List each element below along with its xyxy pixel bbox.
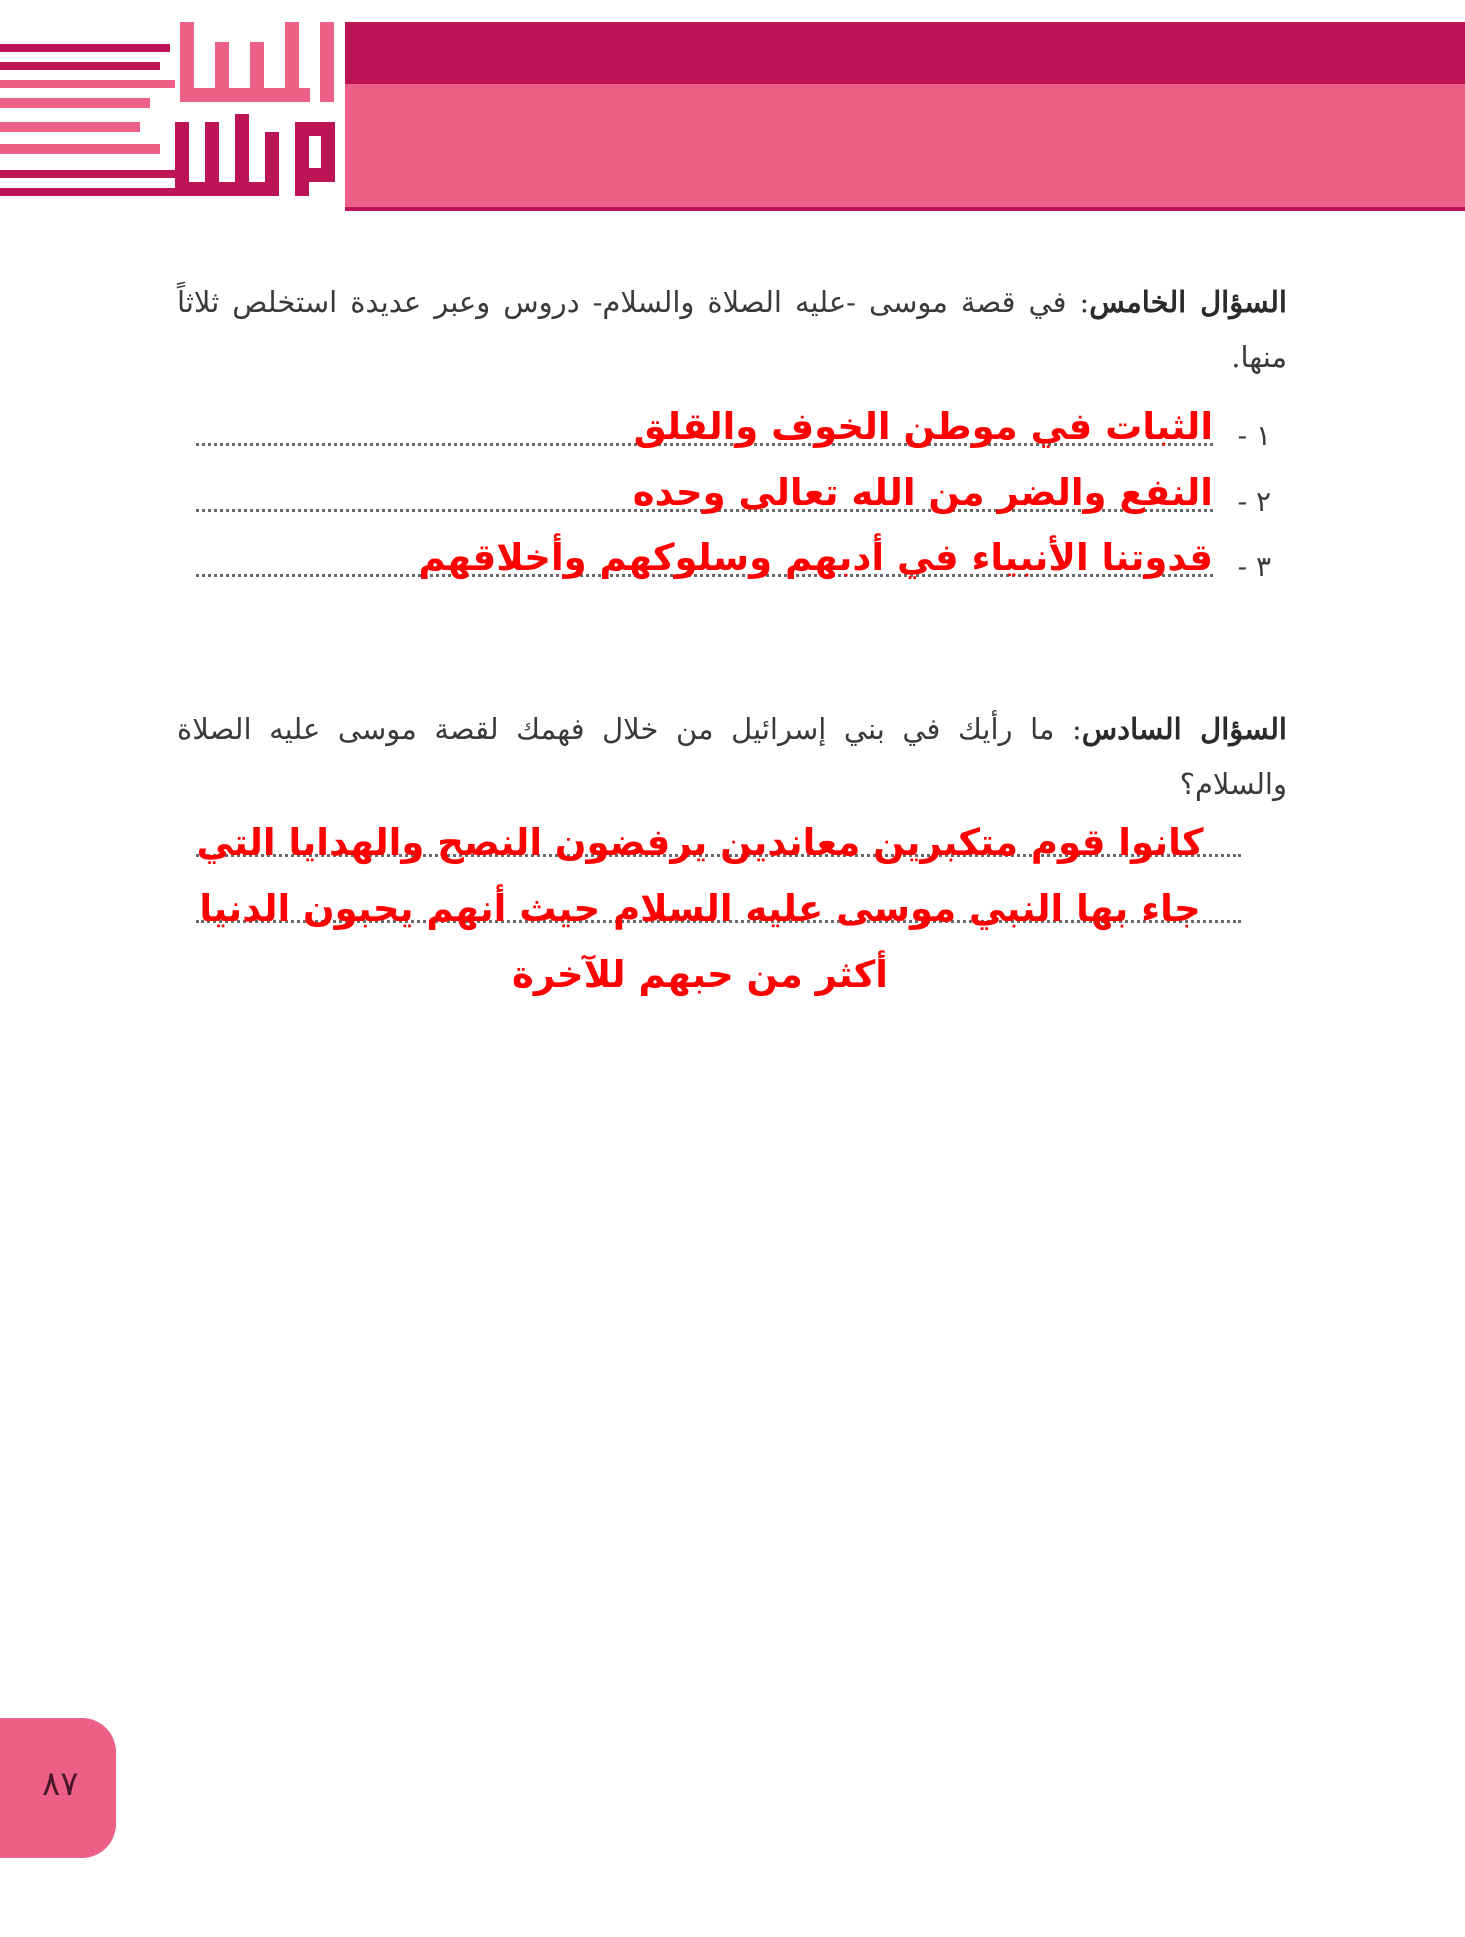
question-5-label: السؤال الخامس <box>1089 285 1287 319</box>
answer-line-2 <box>196 470 1271 522</box>
page-header <box>0 0 1465 215</box>
logo-kufic-graphic <box>0 22 345 211</box>
question-6-text: : ما رأيك في بني إسرائيل من خلال فهمك لقصة موسى عليه الصلاة والسلام؟ <box>177 712 1287 801</box>
question-6 <box>177 702 1287 812</box>
unit-logo <box>0 22 345 211</box>
handwritten-answer: قدوتنا الأنبياء في أدبهم وسلوكهم وأخلاقهم <box>418 536 1213 579</box>
question-6-answer: كانوا قوم متكبرين معاندين يرفضون النصح والهدايا التي جاء بها النبي موسى عليه السلام حيث أنهم يحبون الدنيا أكثر من حبهم للآخرة <box>196 821 1204 996</box>
answer-line-3 <box>196 535 1271 587</box>
question-6-label: السؤال السادس <box>1081 712 1287 746</box>
answer-number: ١ - <box>1237 419 1271 452</box>
answer-number: ٢ - <box>1237 485 1271 518</box>
page-number: ٨٧ <box>42 1764 79 1804</box>
page-number-tab <box>0 1718 116 1858</box>
question-5 <box>177 275 1287 385</box>
answer-line-1 <box>196 404 1271 456</box>
question-5-text: : في قصة موسى -عليه الصلاة والسلام- دروس وعبر عديدة استخلص ثلاثاً منها. <box>177 285 1287 374</box>
handwritten-answer: الثبات في موطن الخوف والقلق <box>633 405 1213 448</box>
handwritten-answer: النفع والضر من الله تعالى وحده <box>632 471 1213 514</box>
answer-number: ٣ - <box>1237 550 1271 583</box>
